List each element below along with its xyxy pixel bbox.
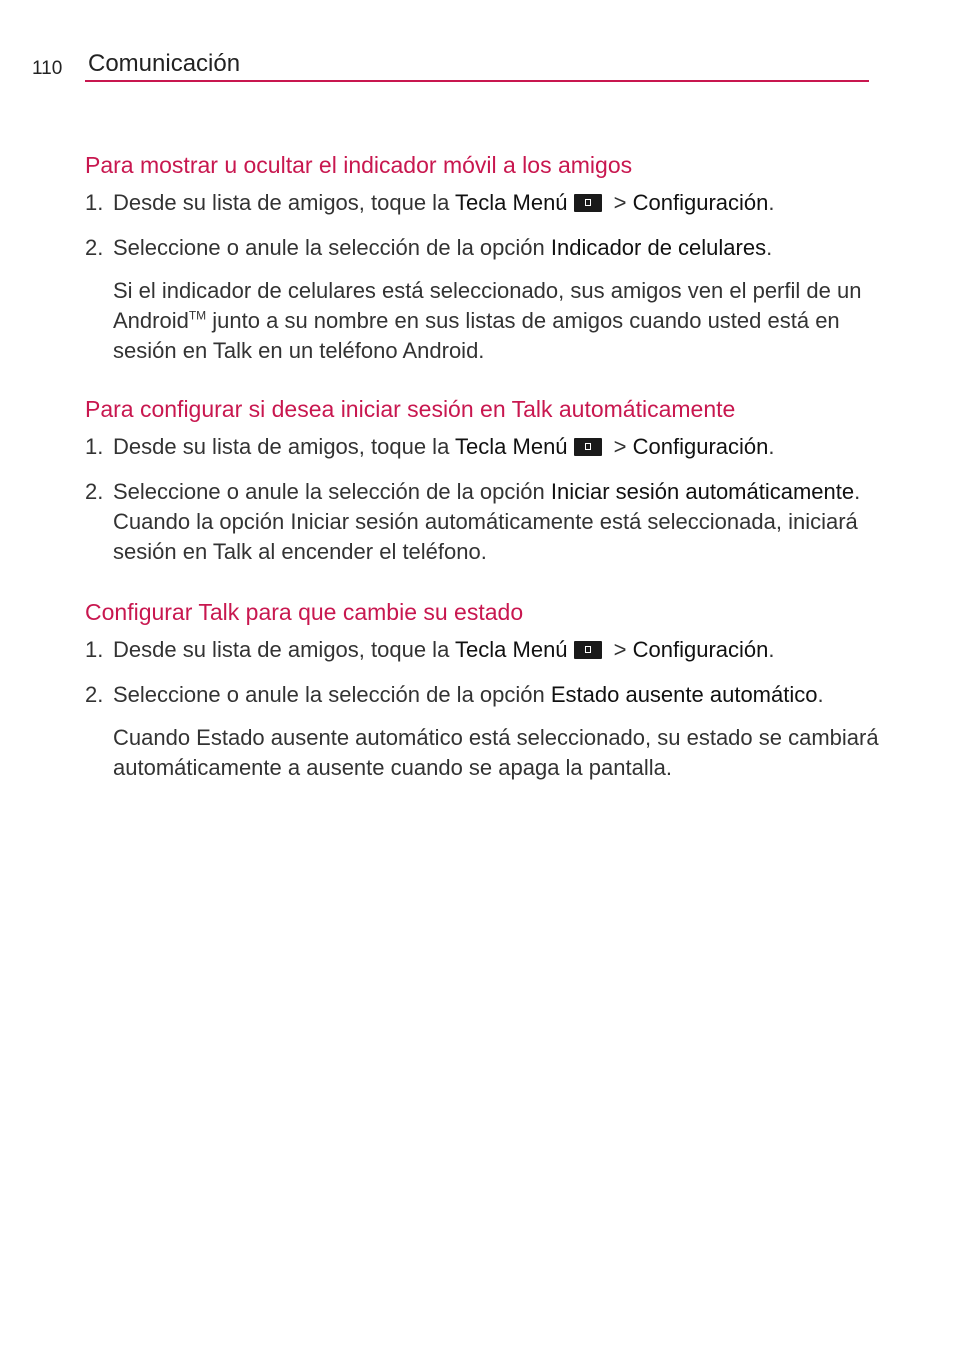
- step-text: [113, 635, 885, 665]
- header-divider: [85, 80, 869, 82]
- step-text-end: .: [768, 434, 775, 459]
- step-number: 2.: [85, 235, 104, 260]
- step-number: 1.: [85, 190, 104, 215]
- step-text-lead: Desde su lista de amigos, toque la: [113, 637, 456, 662]
- section-title: Configurar Talk para que cambie su estado: [85, 599, 524, 625]
- step-separator: >: [607, 434, 633, 459]
- step-text: [113, 477, 885, 567]
- note-text-cont: junto a su nombre en sus listas de amigos cuando usted está en sesión en Talk en un teléfono Android.: [113, 308, 840, 363]
- menu-key-icon: [574, 641, 602, 659]
- section-auto-status: [85, 597, 885, 783]
- option-label: Estado ausente automático: [550, 682, 818, 707]
- step-text: [113, 233, 885, 263]
- step-text-lead: Desde su lista de amigos, toque la: [113, 434, 456, 459]
- step-separator: >: [607, 190, 633, 215]
- note-text: Cuando Estado ausente automático está seleccionado, su estado se cambiará automáticamente a ausente cuando se apaga la pantalla.: [113, 725, 879, 780]
- menu-key-icon: [574, 194, 602, 212]
- note-text: Si el indicador de celulares está seleccionado, sus amigos ven el perfil de un Android: [113, 278, 862, 333]
- section-auto-signin: [85, 394, 885, 567]
- step-text-lead: Desde su lista de amigos, toque la: [113, 190, 456, 215]
- step-number: 2.: [85, 682, 104, 707]
- menu-key-label: Tecla Menú: [455, 637, 568, 662]
- page-header: [0, 0, 954, 90]
- step-text-end: .: [766, 235, 773, 260]
- option-label: Iniciar sesión automáticamente: [550, 479, 855, 504]
- step-text-lead: Seleccione o anule la selección de la opción: [113, 235, 551, 260]
- menu-key-label: Tecla Menú: [455, 190, 568, 215]
- step-item: [85, 188, 885, 218]
- step-text: [113, 432, 885, 462]
- trademark-mark: TM: [188, 308, 207, 323]
- menu-key-label: Tecla Menú: [455, 434, 568, 459]
- step-text-lead: Seleccione o anule la selección de la opción: [113, 479, 551, 504]
- step-item: [85, 432, 885, 462]
- step-item: [85, 635, 885, 665]
- menu-key-icon: [574, 438, 602, 456]
- step-number: 1.: [85, 434, 104, 459]
- note-paragraph: [113, 723, 885, 783]
- step-text-lead: Seleccione o anule la selección de la opción: [113, 682, 551, 707]
- step-item: [85, 680, 885, 710]
- settings-label: Configuración: [632, 190, 769, 215]
- note-paragraph: [113, 276, 885, 366]
- section-mobile-indicator: [85, 150, 885, 366]
- step-number: 1.: [85, 637, 104, 662]
- chapter-title: Comunicación: [88, 50, 241, 77]
- step-text: [113, 188, 885, 218]
- step-text-end: .: [768, 190, 775, 215]
- step-separator: >: [607, 637, 633, 662]
- settings-label: Configuración: [632, 434, 769, 459]
- step-text: [113, 680, 885, 710]
- section-title: Para mostrar u ocultar el indicador móvil a los amigos: [85, 152, 633, 178]
- step-number: 2.: [85, 479, 104, 504]
- step-text-end: . Cuando la opción Iniciar sesión automáticamente está seleccionada, iniciará sesión en Talk al encender el teléfono.: [113, 479, 861, 564]
- step-item: [85, 233, 885, 263]
- step-text-end: .: [768, 637, 775, 662]
- section-title: Para configurar si desea iniciar sesión en Talk automáticamente: [85, 396, 736, 422]
- page-content: [85, 150, 885, 798]
- option-label: Indicador de celulares: [550, 235, 767, 260]
- settings-label: Configuración: [632, 637, 769, 662]
- step-text-end: .: [817, 682, 824, 707]
- step-item: [85, 477, 885, 567]
- page-number: 110: [32, 58, 63, 79]
